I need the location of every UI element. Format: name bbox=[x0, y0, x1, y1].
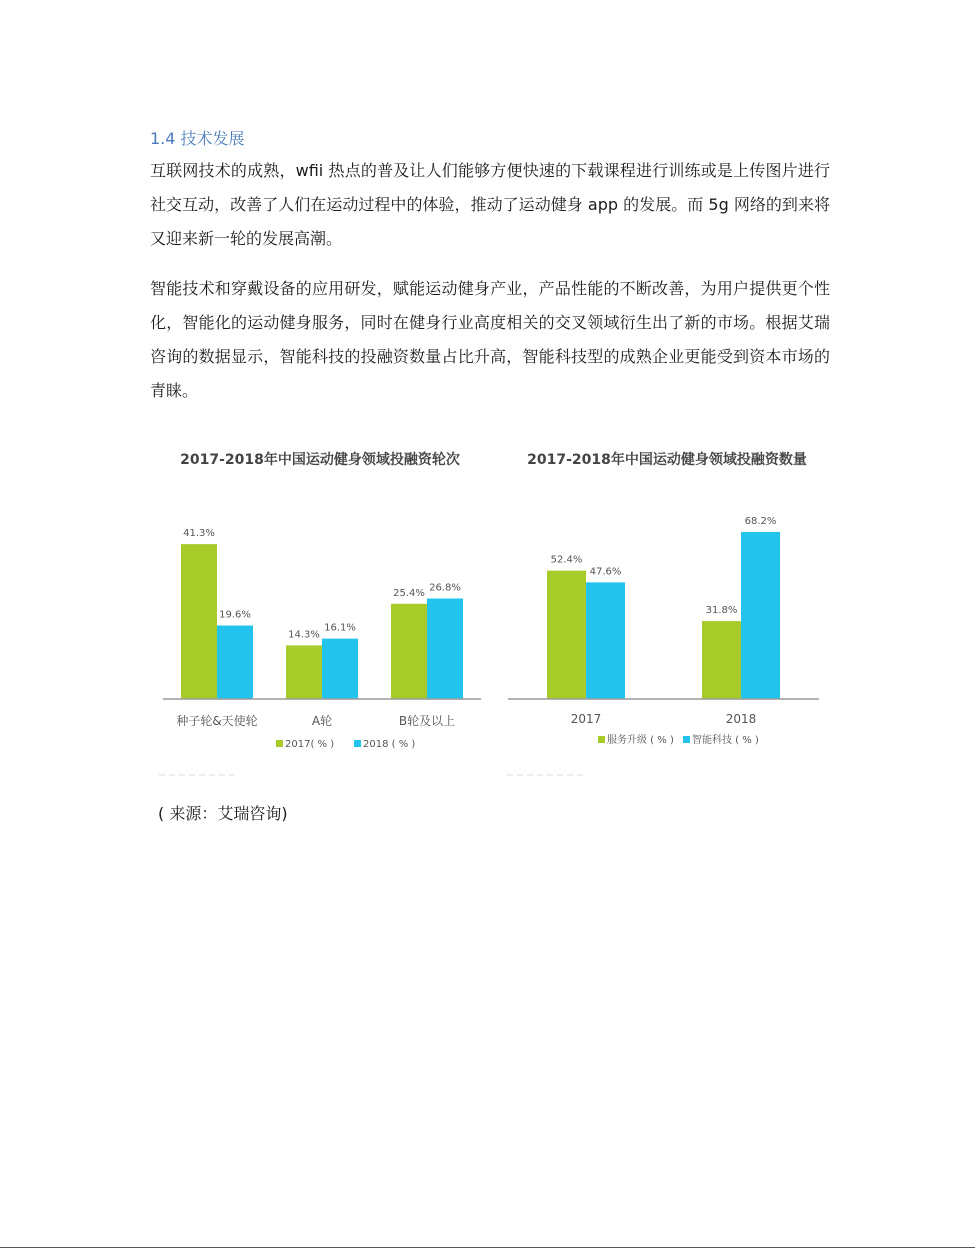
investment-rounds-chart-svg bbox=[155, 440, 485, 780]
footer-divider bbox=[0, 1247, 975, 1248]
chart-bar bbox=[286, 645, 322, 699]
bar-value-label: 25.4% bbox=[393, 587, 425, 599]
bar-value-label: 68.2% bbox=[744, 515, 777, 527]
body-paragraph: 智能技术和穿戴设备的应用研发，赋能运动健身产业，产品性能的不断改善，为用户提供更个性化，智能化的运动健身服务，同时在健身行业高度相关的交叉领域衍生出了新的市场。根据艾瑞咨询的数据显示，智能科技的投融资数量占比升高，智能科技型的成熟企业更能受到资本市场的青睐。 bbox=[150, 279, 830, 400]
bar-value-label: 16.1% bbox=[324, 622, 356, 634]
category-label: 2018 bbox=[725, 712, 757, 726]
chart-bar bbox=[586, 582, 625, 699]
legend-label: 2018 ( % ) bbox=[363, 739, 416, 750]
investment-rounds-chart bbox=[155, 440, 485, 784]
chart-bar bbox=[391, 604, 427, 699]
category-label: B轮及以上 bbox=[398, 714, 456, 728]
chart-bar bbox=[217, 626, 253, 700]
legend-swatch bbox=[598, 736, 605, 743]
chart-bar bbox=[702, 621, 741, 699]
legend-label: 智能科技 ( % ) bbox=[692, 735, 759, 746]
legend-label: 2017( % ) bbox=[285, 739, 335, 750]
chart-bar bbox=[547, 571, 586, 699]
body-paragraph: 互联网技术的成熟，wfii 热点的普及让人们能够方便快速的下载课程进行训练或是上传图片进行社交互动，改善了人们在运动过程中的体验，推动了运动健身 app 的发展。而 5g 网络的到来将又迎来新一轮的发展高潮。 bbox=[150, 161, 830, 248]
chart-bar bbox=[322, 639, 358, 699]
chart-title: 2017-2018年中国运动健身领域投融资数量 bbox=[527, 452, 807, 468]
category-label: 2017 bbox=[570, 712, 602, 726]
bar-value-label: 26.8% bbox=[429, 582, 461, 594]
bar-value-label: 52.4% bbox=[550, 554, 583, 566]
bar-value-label: 47.6% bbox=[589, 566, 622, 578]
bar-value-label: 14.3% bbox=[288, 629, 320, 641]
investment-count-chart-svg bbox=[503, 440, 828, 780]
source-note: ( 来源：艾瑞咨询) bbox=[158, 804, 288, 823]
chart-bar bbox=[181, 544, 217, 699]
bar-value-label: 19.6% bbox=[219, 609, 251, 621]
chart-bar bbox=[741, 532, 780, 699]
chart-title: 2017-2018年中国运动健身领域投融资轮次 bbox=[180, 452, 460, 468]
category-label: 种子轮&天使轮 bbox=[176, 714, 258, 728]
bar-value-label: 41.3% bbox=[183, 528, 215, 540]
bar-value-label: 31.8% bbox=[705, 605, 738, 617]
investment-count-chart bbox=[503, 440, 828, 784]
category-label: A轮 bbox=[311, 714, 333, 728]
legend-swatch bbox=[683, 736, 690, 743]
legend-swatch bbox=[276, 740, 283, 747]
legend-swatch bbox=[354, 740, 361, 747]
legend-label: 服务升级 ( % ) bbox=[607, 735, 674, 746]
section-heading: 1.4 技术发展 bbox=[150, 129, 245, 148]
chart-bar bbox=[427, 599, 463, 700]
